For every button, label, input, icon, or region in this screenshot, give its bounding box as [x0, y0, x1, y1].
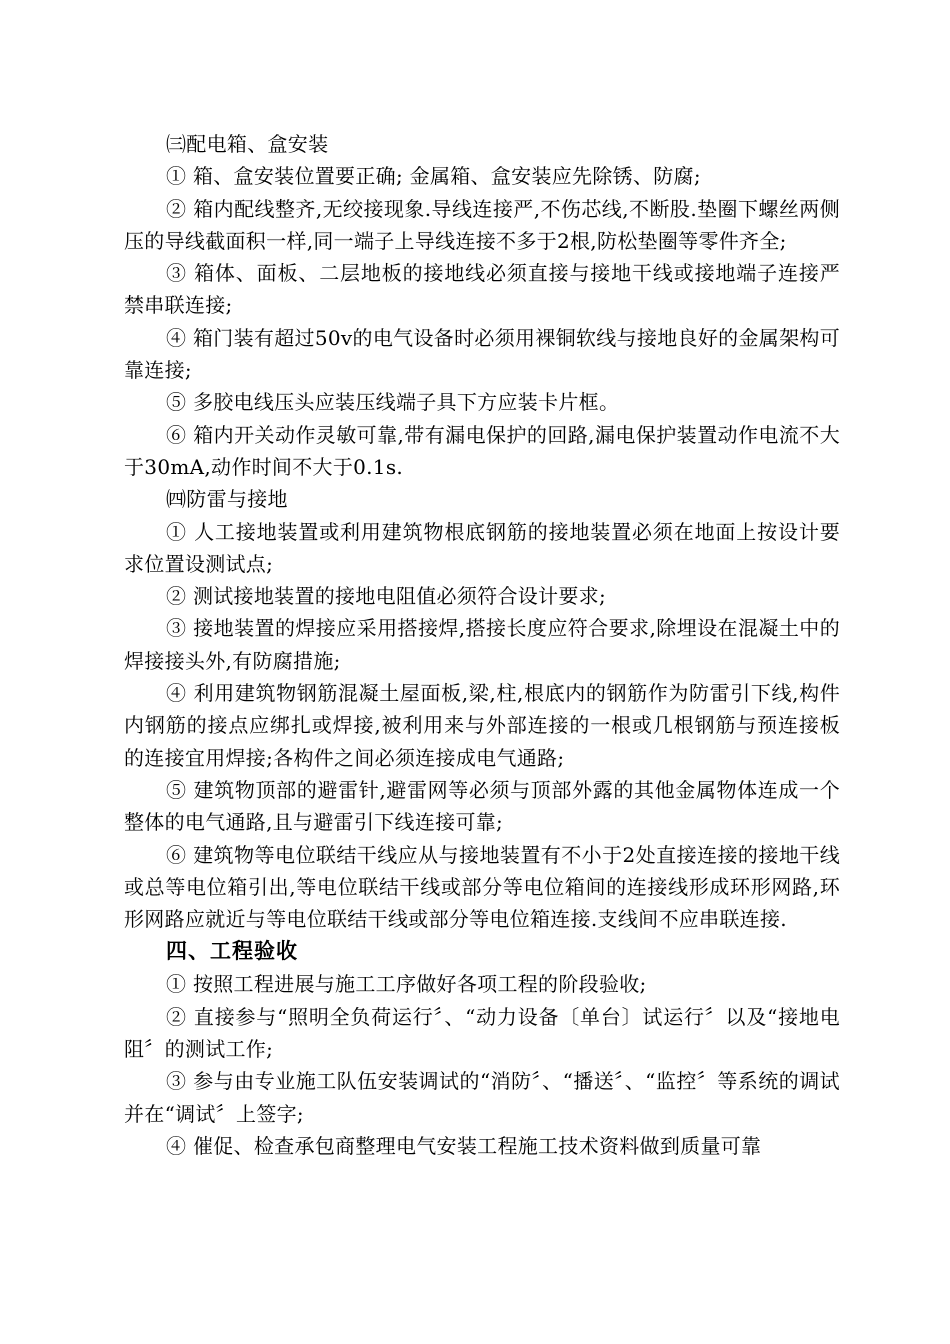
list-item: ⑥ 箱内开关动作灵敏可靠,带有漏电保护的回路,漏电保护装置动作电流不大于30mA,动作时间不大于0.1s. — [124, 422, 840, 479]
list-item: ② 箱内配线整齐,无绞接现象.导线连接严,不伤芯线,不断股.垫圈下螺丝两侧压的导线截面积一样,同一端子上导线连接不多于2根,防松垫圈等零件齐全; — [124, 196, 840, 253]
list-item: ① 箱、盒安装位置要正确; 金属箱、盒安装应先除锈、防腐; — [166, 164, 701, 189]
subsection-heading-distribution-box: ㈢配电箱、盒安装 — [166, 132, 329, 156]
list-item: ① 人工接地装置或利用建筑物根底钢筋的接地装置必须在地面上按设计要求位置设测试点; — [124, 519, 840, 576]
list-item: ④ 利用建筑物钢筋混凝土屋面板,梁,柱,根底内的钢筋作为防雷引下线,构件内钢筋的接点应绑扎或焊接,被利用来与外部连接的一根或几根钢筋与预连接板的连接宜用焊接;各构件之间必须连接成电气通路; — [124, 681, 840, 770]
list-item: ⑥ 建筑物等电位联结干线应从与接地装置有不小于2处直接连接的接地干线或总等电位箱引出,等电位联结干线或部分等电位箱间的连接线形成环形网路,环形网路应就近与等电位联结干线或部分等电位箱连接.支线间不应串联连接. — [124, 842, 840, 932]
list-item: ② 直接参与“照明全负荷运行〞、“动力设备〔单台〕试运行〞以及“接地电阻〞的测试工作; — [124, 1004, 840, 1062]
list-item: ⑤ 建筑物顶部的避雷针,避雷网等必须与顶部外露的其他金属物体连成一个整体的电气通路,且与避雷引下线连接可靠; — [124, 777, 840, 835]
list-item: ① 按照工程进展与施工工序做好各项工程的阶段验收; — [166, 972, 647, 997]
list-item: ③ 接地装置的焊接应采用搭接焊,搭接长度应符合要求,除埋设在混凝土中的焊接接头外,有防腐措施; — [124, 616, 840, 673]
section-heading-acceptance: 四、工程验收 — [166, 939, 298, 964]
list-item: ④ 催促、检查承包商整理电气安装工程施工技术资料做到质量可靠 — [166, 1133, 762, 1158]
list-item: ② 测试接地装置的接地电阻值必须符合设计要求; — [166, 584, 606, 609]
subsection-heading-lightning-grounding: ㈣防雷与接地 — [166, 487, 288, 512]
list-item: ④ 箱门装有超过50v的电气设备时必须用裸铜软线与接地良好的金属架构可靠连接; — [124, 325, 840, 383]
list-item: ⑤ 多胶电线压头应装压线端子具下方应装卡片框。 — [166, 390, 620, 415]
list-item: ③ 箱体、面板、二层地板的接地线必须直接与接地干线或接地端子连接严禁串联连接; — [124, 261, 840, 318]
list-item: ③ 参与由专业施工队伍安装调试的“消防〞、“播送〞、“监控〞等系统的调试并在“调试〞上签字; — [124, 1069, 840, 1126]
